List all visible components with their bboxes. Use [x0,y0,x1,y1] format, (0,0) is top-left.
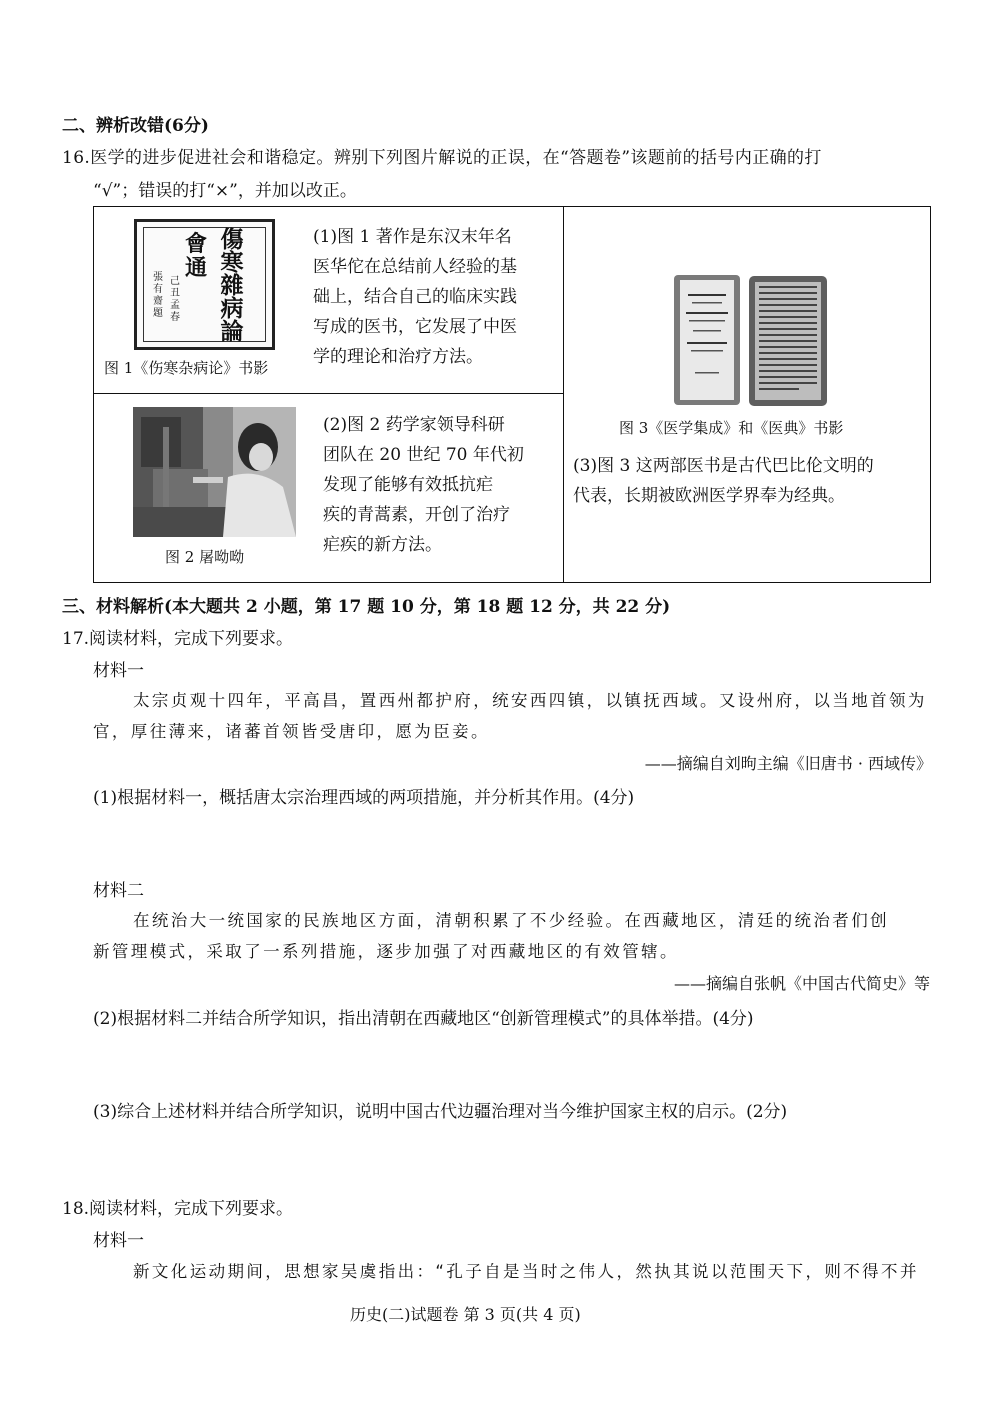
cell-3-line: (3)图 3 这两部医书是古代巴比伦文明的 [573,456,874,476]
q17-material-1-source: ——摘编自刘昫主编《旧唐书 · 西域传》 [644,754,932,773]
table-divider-horizontal [93,393,563,394]
figure-2-photo [133,407,296,537]
cell-2-line: 发现了能够有效抵抗疟 [323,475,493,495]
figure-3-caption: 图 3《医学集成》和《医典》书影 [619,419,844,437]
question-16-line-1: 16.医学的进步促进社会和谐稳定。辨别下列图片解说的正误，在“答题卷”该题前的括号内正确的打 [62,148,822,168]
cell-1-line: 础上，结合自己的临床实践 [313,287,517,307]
q17-question-2: (2)根据材料二并结合所学知识，指出清朝在西藏地区“创新管理模式”的具体举措。(4分) [93,1009,754,1029]
cell-1-text [313,222,517,372]
q18-material-1-label: 材料一 [93,1231,144,1251]
q17-material-1-label: 材料一 [93,661,144,681]
figure-1-caption: 图 1《伤寒杂病论》书影 [104,359,269,377]
cell-1-line: 学的理论和治疗方法。 [313,347,483,367]
q17-material-1-line-1: 太宗贞观十四年，平高昌，置西州都护府，统安西四镇，以镇抚西域。又设州府，以当地首领为 [133,691,927,710]
cell-1-line: 写成的医书，它发展了中医 [313,317,517,337]
q17-question-3: (3)综合上述材料并结合所学知识，说明中国古代边疆治理对当今维护国家主权的启示。(2分) [93,1102,788,1122]
question-17-head: 17.阅读材料，完成下列要求。 [62,629,294,649]
section-3-title: 三、材料解析(本大题共 2 小题，第 17 题 10 分，第 18 题 12 分，共 22 分) [62,597,671,617]
cell-2-line: 疟疾的新方法。 [323,535,442,555]
cell-2-line: (2)图 2 药学家领导科研 [323,415,505,435]
figure-1-stamp-text: 張有齋題 [153,272,163,319]
figure-2-caption: 图 2 屠呦呦 [165,548,245,566]
q18-material-1-line-1: 新文化运动期间，思想家吴虞指出：“孔子自是当时之伟人，然执其说以范围天下，则不得不并 [133,1262,919,1281]
cell-1-line: 医华佗在总结前人经验的基 [313,257,517,277]
figure-1-sub-text: 會通 [184,231,207,281]
cell-2-text [323,410,524,560]
cell-3-line: 代表，长期被欧洲医学界奉为经典。 [573,486,845,506]
cell-3-text [573,451,874,511]
figure-3-book-images [671,272,831,409]
q17-material-2-line-2: 新管理模式，采取了一系列措施，逐步加强了对西藏地区的有效管辖。 [93,942,679,961]
q17-material-1-line-2: 官，厚往薄来，诸蕃首领皆受唐印，愿为臣妾。 [93,722,490,741]
question-18-head: 18.阅读材料，完成下列要求。 [62,1199,294,1219]
question-16-line-2: “√”；错误的打“×”，并加以改正。 [93,181,357,201]
q17-material-2-label: 材料二 [93,881,144,901]
q17-material-2-line-1: 在统治大一统国家的民族地区方面，清朝积累了不少经验。在西藏地区，清廷的统治者们创 [133,911,889,930]
table-divider-vertical [563,206,564,583]
figure-1-title-text: 傷寒雜病論 [220,226,244,345]
page-footer: 历史(二)试题卷 第 3 页(共 4 页) [350,1305,581,1324]
figure-1-book-cover [134,219,275,350]
q17-question-1: (1)根据材料一，概括唐太宗治理西域的两项措施，并分析其作用。(4分) [93,788,635,808]
cell-1-line: (1)图 1 著作是东汉末年名 [313,227,512,247]
section-2-title: 二、辨析改错(6分) [62,116,209,136]
q17-material-2-source: ——摘编自张帆《中国古代简史》等 [673,974,930,993]
cell-2-line: 疾的青蒿素，开创了治疗 [323,505,510,525]
figure-1-side-text: 己丑孟春 [170,276,180,323]
cell-2-line: 团队在 20 世纪 70 年代初 [323,445,524,465]
